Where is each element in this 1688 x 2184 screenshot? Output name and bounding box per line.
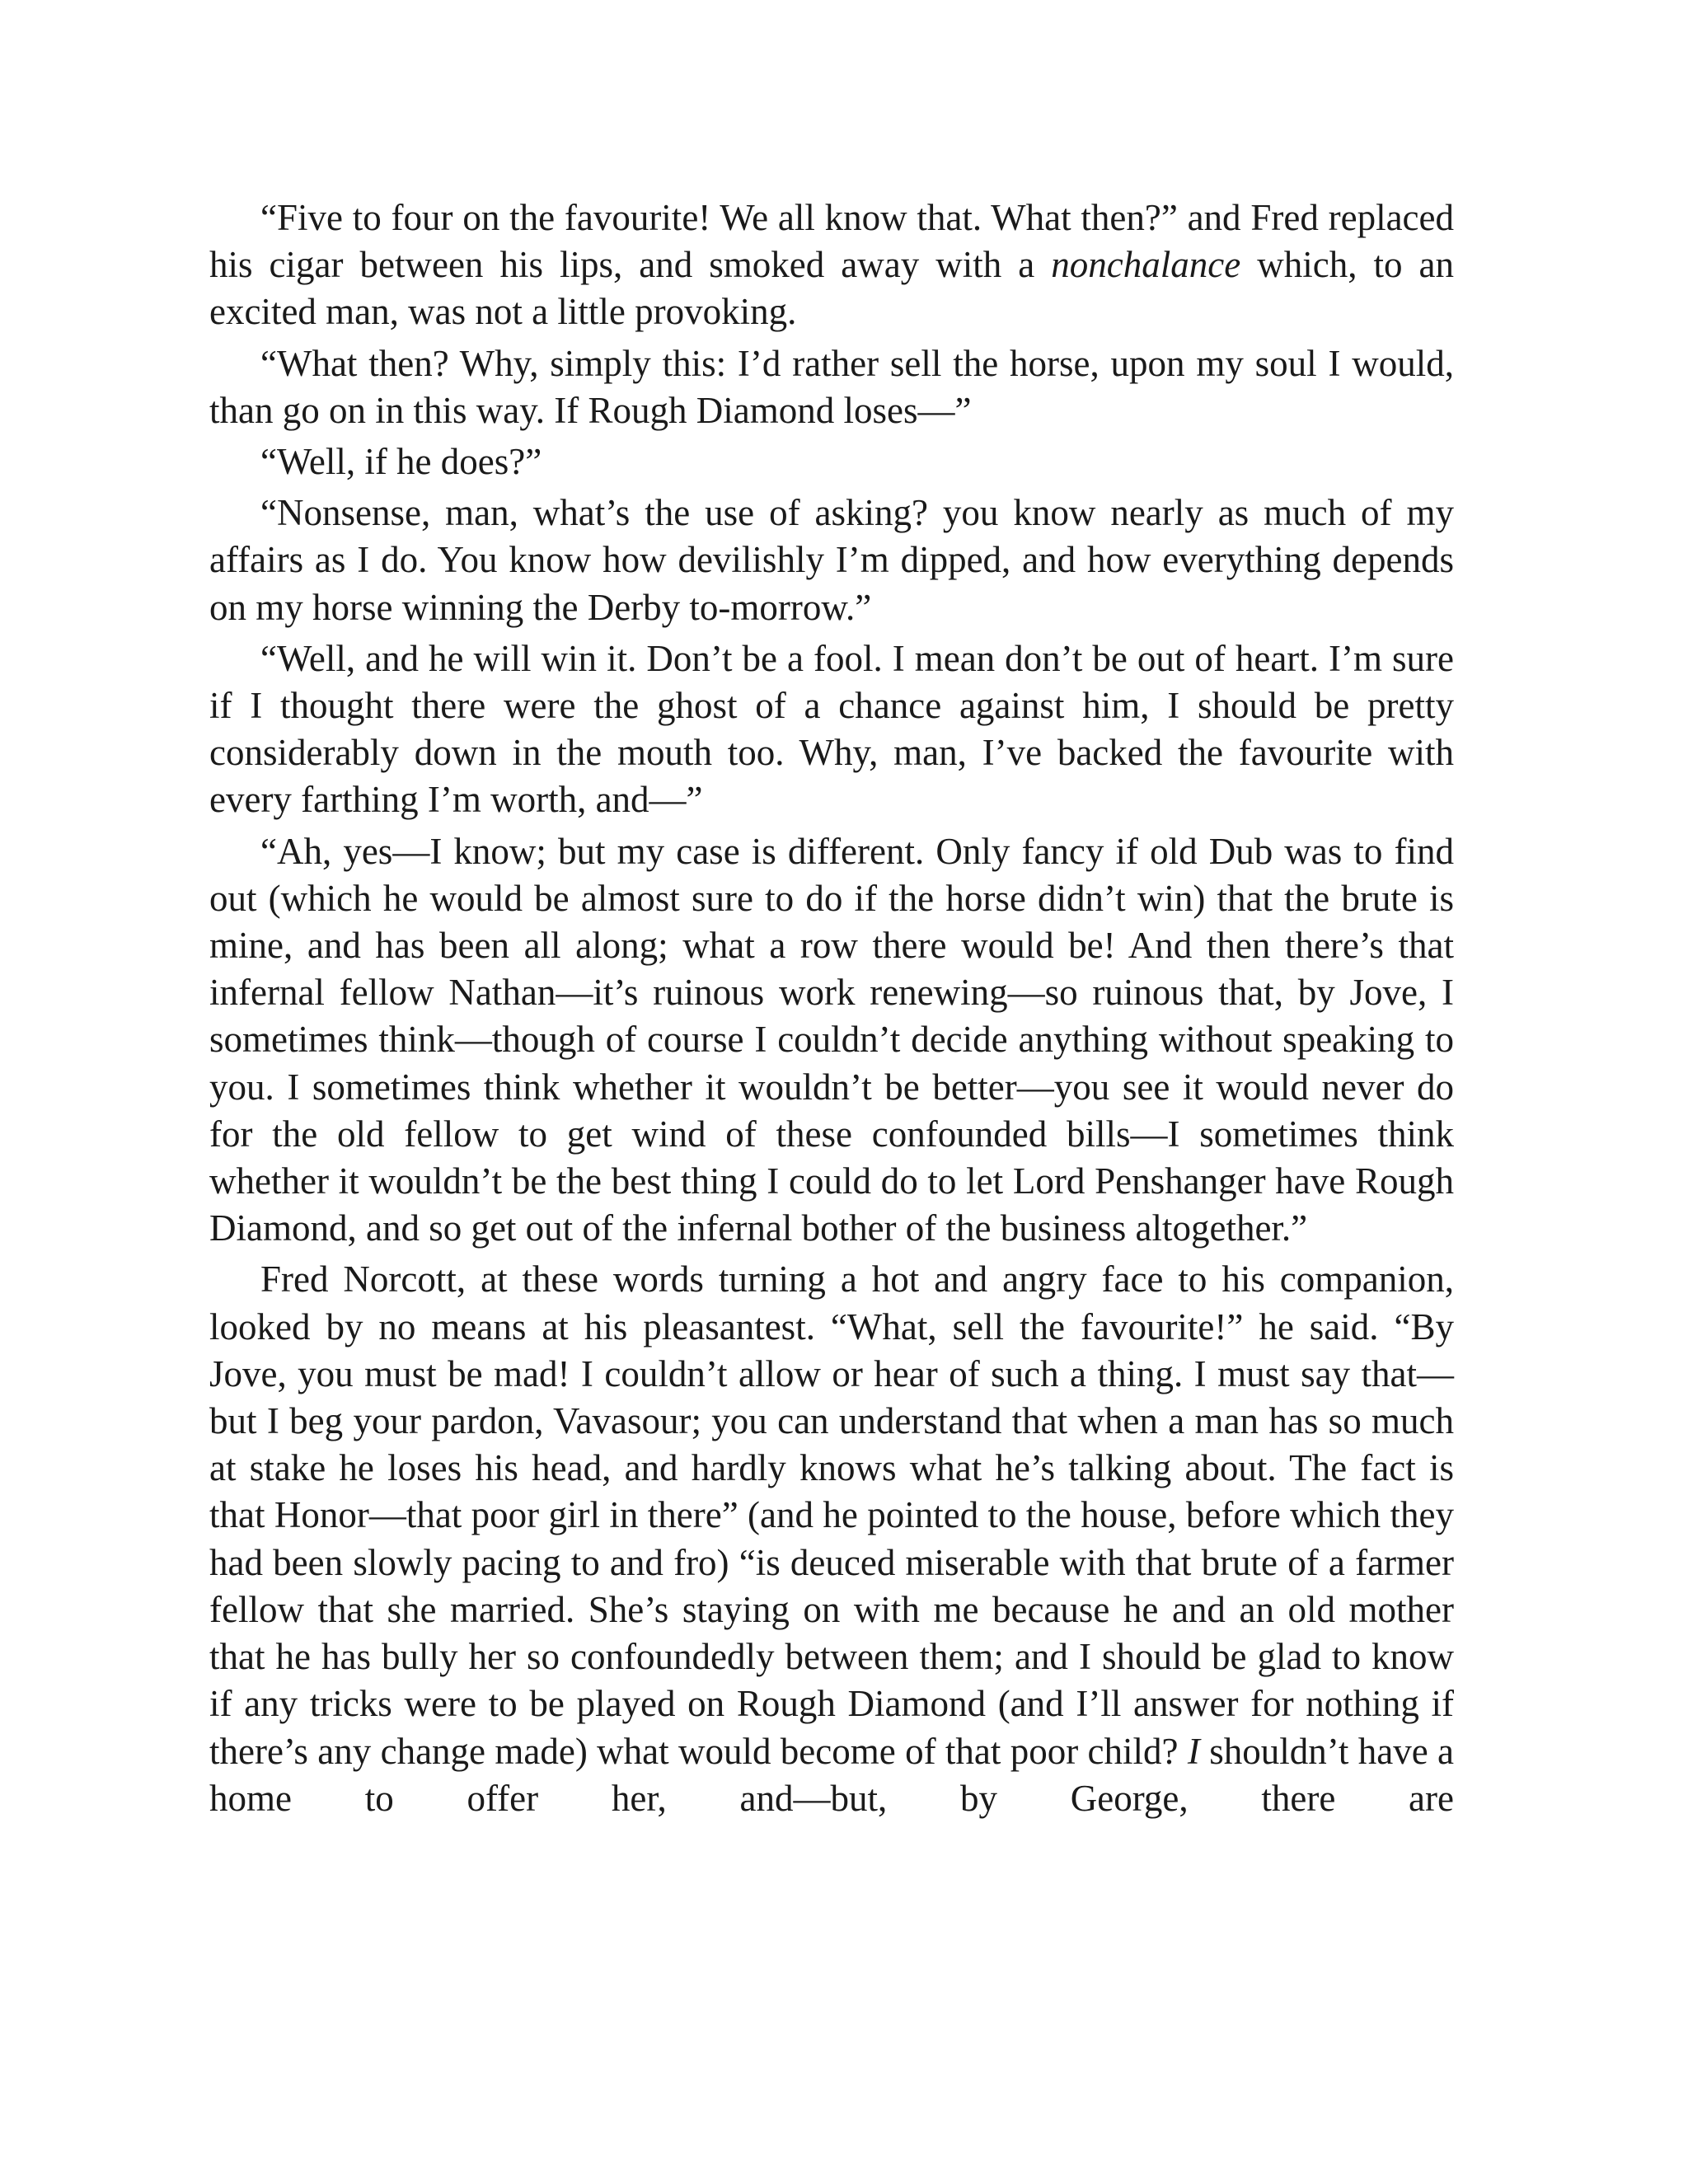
paragraph-4-text: “Nonsense, man, what’s the use of asking? you know nearly as much of my affairs as I do. You know how devilishly I’m dipped, and how everything depends on my horse winning the Derby to-morrow.” [209,492,1454,628]
paragraph-5-text: “Well, and he will win it. Don’t be a fool. I mean don’t be out of heart. I’m sure if I thought there were the ghost of a chance against him, I should be pretty considerably down in the mouth too. Why, man, I’ve backed the favourite with every farthing I’m worth, and—” [209,637,1454,821]
book-page-text [209,194,1454,1826]
paragraph-7-text-b: shouldn’t have a home to offer her, and—but, by George, there are [209,1730,1454,1819]
paragraph-7-italic-pronoun: I [1187,1730,1200,1772]
paragraph-7 [209,1256,1454,1821]
paragraph-1 [209,194,1454,336]
paragraph-6 [209,828,1454,1253]
paragraph-2-text: “What then? Why, simply this: I’d rather sell the horse, upon my soul I would, than go on in this way. If Rough Diamond loses—” [209,342,1454,431]
paragraph-5 [209,635,1454,824]
paragraph-2 [209,340,1454,434]
paragraph-4 [209,490,1454,631]
paragraph-3-text: “Well, if he does?” [260,441,542,483]
paragraph-1-text-b: which, to an excited man, was not a little provoking. [209,244,1454,333]
paragraph-7-text-a: Fred Norcott, at these words turning a hot and angry face to his companion, looked by no means at his pleasantest. “What, sell the favourite!” he said. “By Jove, you must be mad! I couldn’t allow or hear of such a thing. I must say that—but I beg your pardon, Vavasour; you can understand that when a man has so much at stake he loses his head, and hardly knows what he’s talking about. The fact is that Honor—that poor girl in there” (and he pointed to the house, before which they had been slowly pacing to and fro) “is deuced miserable with that brute of a farmer fellow that she married. She’s staying on with me because he and an old mother that he has bully her so confoundedly between them; and I should be glad to know if any tricks were to be played on Rough Diamond (and I’ll answer for nothing if there’s any change made) what would become of that poor child? [209,1258,1454,1772]
paragraph-3 [209,438,1454,485]
paragraph-6-text: “Ah, yes—I know; but my case is different. Only fancy if old Dub was to find out (which he would be almost sure to do if the horse didn’t win) that the brute is mine, and has been all along; what a row there would be! And then there’s that infernal fellow Nathan—it’s ruinous work renewing—so ruinous that, by Jove, I sometimes think—though of course I couldn’t decide anything without speaking to you. I sometimes think whether it wouldn’t be better—you see it would never do for the old fellow to get wind of these confounded bills—I sometimes think whether it wouldn’t be the best thing I could do to let Lord Penshanger have Rough Diamond, and so get out of the infernal bother of the business altogether.” [209,830,1454,1249]
paragraph-1-text-a: “Five to four on the favourite! We all know that. What then?” and Fred replaced his cigar between his lips, and smoked away with a [209,197,1454,286]
paragraph-1-italic-term: nonchalance [1051,244,1241,286]
